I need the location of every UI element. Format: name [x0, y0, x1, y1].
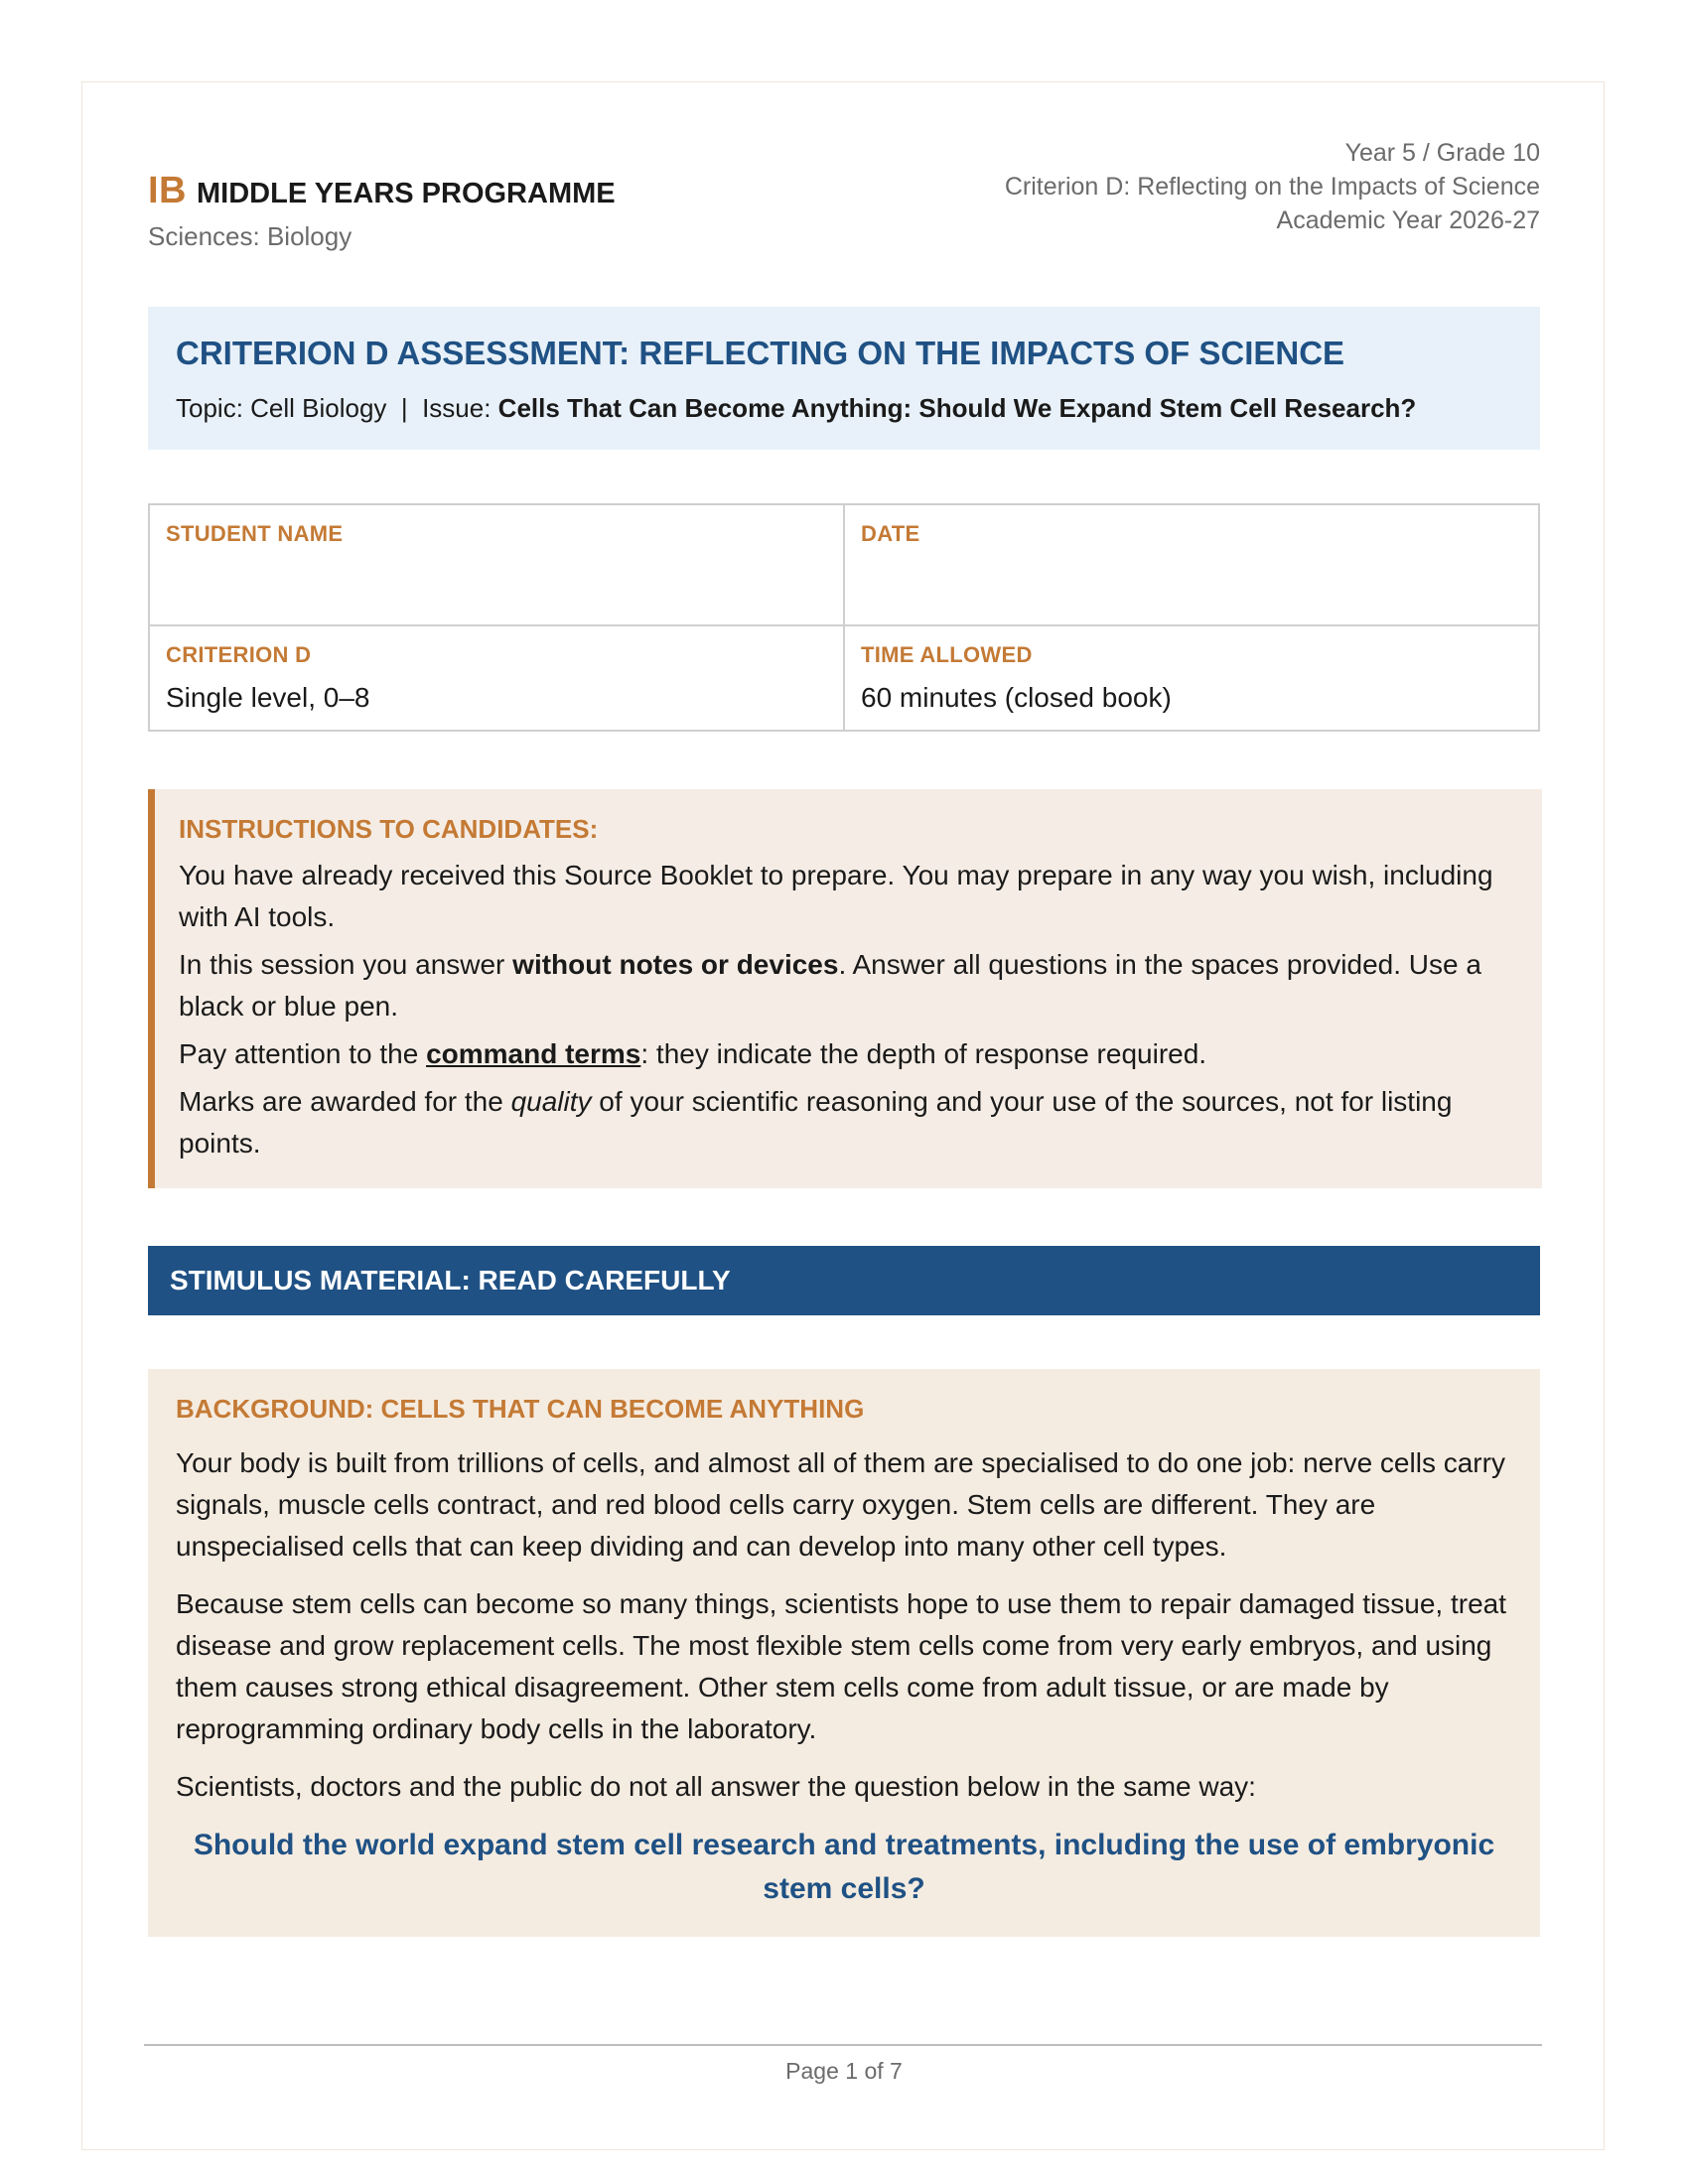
time-allowed-cell	[844, 625, 1539, 731]
instruction-2-text-a: In this session you answer	[179, 949, 513, 980]
title-band	[148, 307, 1540, 450]
criterion-cell-label: CRITERION D	[166, 642, 312, 667]
student-info-table	[148, 503, 1540, 732]
issue-title: Cells That Can Become Anything: Should We Expand Stem Cell Research?	[497, 393, 1417, 423]
instruction-3-text-a: Pay attention to the	[179, 1038, 427, 1069]
subject-label: Sciences: Biology	[148, 221, 352, 251]
student-name-label: STUDENT NAME	[166, 521, 344, 546]
criterion-cell-value: Single level, 0–8	[166, 682, 370, 713]
assessment-title: CRITERION D ASSESSMENT: REFLECTING ON THE IMPACTS OF SCIENCE	[176, 335, 1345, 371]
instructions-box	[148, 789, 1542, 1188]
page-number: Page 1 of 7	[785, 2058, 903, 2084]
background-box	[148, 1369, 1540, 1937]
instruction-4-emphasis: quality	[510, 1086, 592, 1117]
instruction-3	[179, 1033, 1518, 1075]
criterion-label: Criterion D: Reflecting on the Impacts of Science	[1004, 173, 1540, 201]
page-header	[148, 139, 1540, 259]
ib-logo-mark: IB	[148, 170, 187, 211]
academic-year-label: Academic Year 2026-27	[1276, 206, 1540, 234]
background-paragraph-1: Your body is built from trillions of cells, and almost all of them are specialised to do one job: nerve cells carry signals, muscle cells contract, and red blood cells carry oxygen. Stem cells are different. They are unspecialised cells that can keep dividing and can develop into many other cell types.	[176, 1447, 1505, 1562]
programme-logo	[148, 170, 616, 212]
instruction-2-emphasis: without notes or devices	[512, 949, 839, 980]
header-meta	[1005, 136, 1540, 237]
instructions-heading: INSTRUCTIONS TO CANDIDATES:	[179, 814, 599, 844]
programme-name: MIDDLE YEARS PROGRAMME	[197, 178, 616, 209]
time-allowed-value: 60 minutes (closed book)	[861, 682, 1172, 713]
background-heading: BACKGROUND: CELLS THAT CAN BECOME ANYTHING	[176, 1394, 865, 1424]
year-label: Year 5 / Grade 10	[1344, 139, 1540, 167]
time-allowed-label: TIME ALLOWED	[861, 642, 1033, 667]
topic-line	[176, 388, 1512, 428]
instruction-4-text-b: of your scientific reasoning and your use of the sources, not for listing points.	[179, 1086, 1453, 1159]
background-paragraph-2: Because stem cells can become so many things, scientists hope to use them to repair damaged tissue, treat disease and grow replacement cells. The most flexible stem cells come from very early embryos, and using them causes strong ethical disagreement. Other stem cells come from adult tissue, or are made by reprogramming ordinary body cells in the laboratory.	[176, 1588, 1507, 1744]
date-cell[interactable]	[844, 504, 1539, 625]
footer-divider	[144, 2044, 1542, 2046]
instruction-4-text-a: Marks are awarded for the	[179, 1086, 511, 1117]
instruction-2	[179, 944, 1518, 1027]
instruction-1: You have already received this Source Booklet to prepare. You may prepare in any way you wish, including with AI tools.	[179, 860, 1493, 932]
command-terms-link[interactable]: command terms	[426, 1038, 641, 1069]
instruction-2-text-b: . Answer all questions in the spaces provided. Use a black or blue pen.	[179, 949, 1481, 1022]
topic-prefix: Topic: Cell Biology | Issue:	[176, 393, 498, 423]
central-question: Should the world expand stem cell research and treatments, including the use of embryonic stem cells?	[193, 1829, 1495, 1905]
date-label: DATE	[861, 521, 920, 546]
instruction-3-text-b: : they indicate the depth of response required.	[640, 1038, 1207, 1069]
stimulus-heading-bar: STIMULUS MATERIAL: READ CAREFULLY	[148, 1246, 1540, 1315]
document-page	[81, 81, 1605, 2150]
background-paragraph-3: Scientists, doctors and the public do not all answer the question below in the same way:	[176, 1771, 1256, 1802]
criterion-cell	[149, 625, 844, 731]
instruction-4	[179, 1081, 1518, 1164]
student-name-cell[interactable]	[149, 504, 844, 625]
